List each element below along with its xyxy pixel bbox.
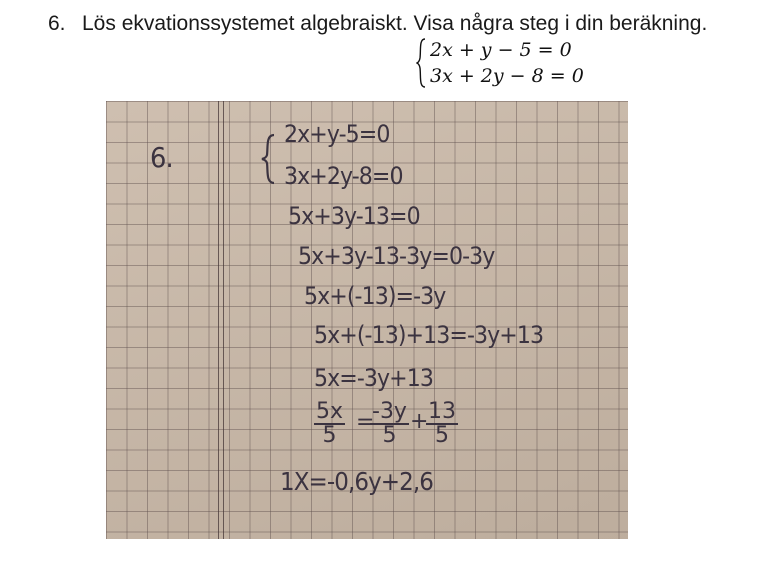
hw-problem-number: 6. (150, 141, 173, 174)
hw-fraction-3y (370, 401, 409, 447)
hw-step-1: 5x+3y-13=0 (288, 202, 420, 230)
hw-fraction-plus: + (410, 409, 429, 434)
hw-brace-icon (260, 133, 276, 185)
hw-step-4: 5x+(-13)+13=-3y+13 (314, 321, 544, 349)
hw-step-3: 5x+(-13)=-3y (304, 282, 446, 310)
system-equation-1: 2x + y − 5 = 0 (430, 39, 572, 61)
hw-result: 1X=-0,6y+2,6 (280, 467, 433, 496)
question-heading (48, 12, 707, 36)
hw-fraction-numerator: 5x (316, 399, 344, 424)
left-brace-icon (416, 38, 426, 88)
hw-fraction-5x (314, 401, 345, 447)
handwritten-solution-photo (106, 101, 628, 539)
hw-fraction-denominator: 5 (382, 423, 397, 448)
system-equation-2: 3x + 2y − 8 = 0 (430, 65, 584, 87)
hw-fraction-13 (426, 401, 458, 447)
question-text: Lös ekvationssystemet algebraiskt. Visa några steg i din beräkning. (82, 12, 708, 35)
hw-step-5: 5x=-3y+13 (314, 364, 434, 392)
hw-system-equation-1: 2x+y-5=0 (284, 120, 390, 148)
hw-system-equation-2: 3x+2y-8=0 (284, 162, 403, 190)
question-number: 6. (48, 12, 66, 35)
hw-step-2: 5x+3y-13-3y=0-3y (298, 242, 495, 270)
hw-fraction-denominator: 5 (322, 423, 337, 448)
hw-fraction-equals: = (356, 410, 375, 435)
hw-fraction-numerator: -3y (372, 399, 407, 424)
hw-fraction-denominator: 5 (435, 423, 449, 448)
notebook-margin-line (218, 101, 224, 539)
hw-fraction-numerator: 13 (428, 399, 456, 424)
